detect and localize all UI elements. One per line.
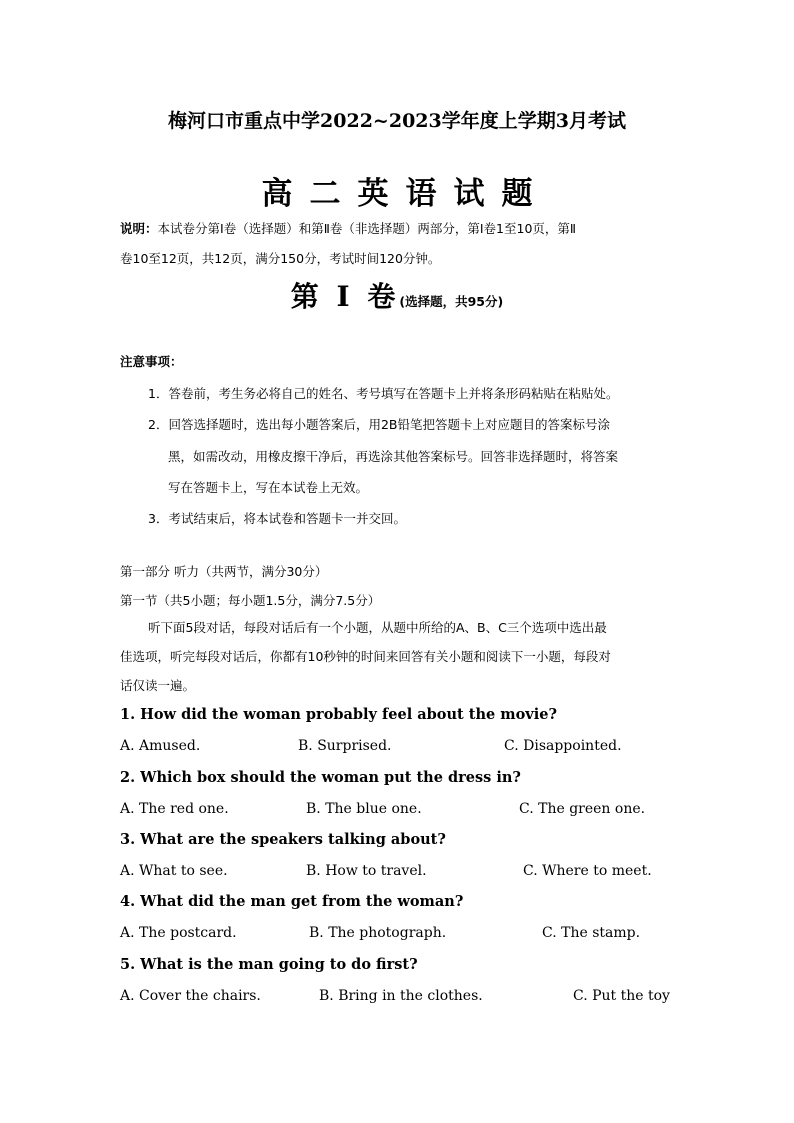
question-3-option-c: C. Where to meet. [523,863,652,879]
section-title: 第一节（共5小题；每小题1.5分，满分7.5分） [120,593,381,608]
question-4: 4. What did the man get from the woman? [120,893,464,910]
volume-title: 第 Ⅰ 卷 [290,280,400,313]
question-3: 3. What are the speakers talking about? [120,831,446,848]
question-2-option-a: A. The red one. [120,801,229,817]
school-title: 梅河口市重点中学2022~2023学年度上学期3月考试 [168,110,626,132]
notice-item-2: 2．回答选择题时，选出每小题答案后，用2B铅笔把答题卡上对应题目的答案标号涂 [148,417,610,432]
question-2-option-b: B. The blue one. [306,801,422,817]
notice-item-2-cont-2: 写在答题卡上，写在本试卷上无效。 [168,480,369,495]
question-2-option-c: C. The green one. [519,801,646,817]
directions-line-1: 听下面5段对话，每段对话后有一个小题，从题中所给的A、B、C三个选项中选出最 [148,620,607,635]
intro-lead: 说明： [120,221,158,236]
notice-heading: 注意事项： [120,354,183,369]
question-5-option-b: B. Bring in the clothes. [319,988,483,1004]
directions-line-3: 话仅读一遍。 [120,678,196,693]
question-4-option-a: A. The postcard. [120,925,237,941]
question-5-option-c: C. Put the toy [573,988,670,1004]
volume-note: (选择题，共95分) [399,294,504,309]
question-4-option-c: C. The stamp. [542,925,641,941]
question-1-option-c: C. Disappointed. [504,738,622,754]
question-2: 2. Which box should the woman put the dress in? [120,769,521,786]
volume-heading [0,275,794,315]
notice-item-1: 1．答卷前，考生务必将自己的姓名、考号填写在答题卡上并将条形码粘贴在粘贴处。 [148,386,619,401]
intro-line-1-text: 本试卷分第Ⅰ卷（选择题）和第Ⅱ卷（非选择题）两部分，第Ⅰ卷1至10页，第Ⅱ [157,221,577,236]
question-3-option-b: B. How to travel. [306,863,427,879]
intro-line-2: 卷10至12页，共12页，满分150分，考试时间120分钟。 [120,251,441,266]
question-5-option-a: A. Cover the chairs. [120,988,261,1004]
intro-line-1 [120,213,680,244]
notice-item-3: 3．考试结束后，将本试卷和答题卡一并交回。 [148,511,406,526]
question-1-option-a: A. Amused. [120,738,201,754]
directions-line-2: 佳选项，听完每段对话后，你都有10秒钟的时间来回答有关小题和阅读下一小题，每段对 [120,649,611,664]
question-5: 5. What is the man going to do first? [120,956,418,973]
question-1-option-b: B. Surprised. [298,738,392,754]
question-1: 1. How did the woman probably feel about the movie? [120,706,557,723]
exam-title: 高二英语试题 [261,176,550,212]
notice-item-2-cont: 黑，如需改动，用橡皮擦干净后，再选涂其他答案标号。回答非选择题时，将答案 [168,449,619,464]
question-3-option-a: A. What to see. [120,863,228,879]
part-title: 第一部分 听力（共两节，满分30分） [120,564,328,579]
question-4-option-b: B. The photograph. [309,925,447,941]
